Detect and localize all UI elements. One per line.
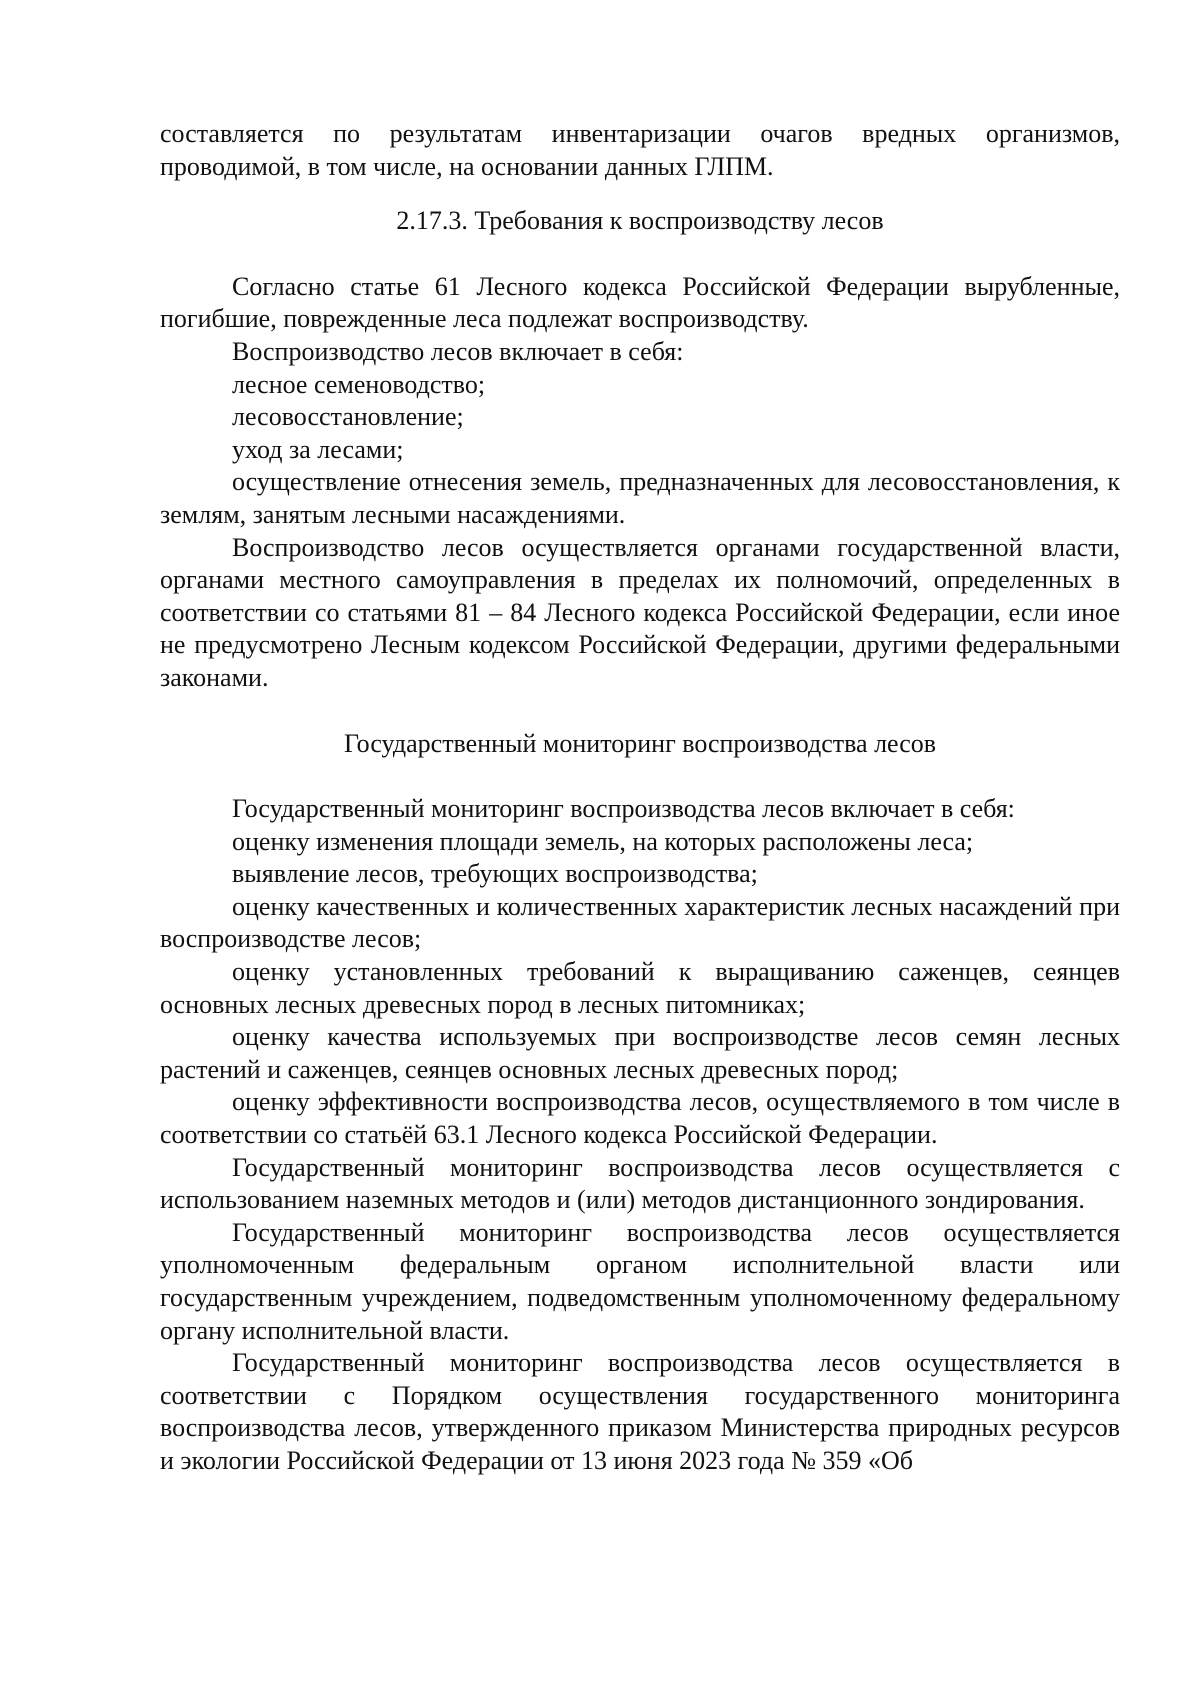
paragraph-includes: Воспроизводство лесов включает в себя: xyxy=(232,336,684,366)
paragraph-procedure: Государственный мониторинг воспроизводства лесов осуществляется в соответствии с Порядком осуществления государственного мониторинга воспроизводства лесов, утвержденного приказом Министерства природных ресурсов и экологии Российской Федерации от 13 июня 2023 года № 359 «Об xyxy=(160,1348,1120,1475)
section-heading-2-17-3: 2.17.3. Требования к воспроизводству лесов xyxy=(396,206,884,236)
list-item-forest-care: уход за лесами; xyxy=(232,434,404,464)
list-item-area-change: оценку изменения площади земель, на которых расположены леса; xyxy=(232,826,974,856)
section-heading-monitoring: Государственный мониторинг воспроизводства лесов xyxy=(343,728,937,758)
list-item-seed-quality: оценку качества используемых при воспроизводстве лесов семян лесных растений и саженцев, сеянцев основных лесных древесных пород; xyxy=(160,1022,1120,1084)
paragraph-executor: Государственный мониторинг воспроизводства лесов осуществляется уполномоченным федеральным органом исполнительной власти или государственным учреждением, подведомственным уполномоченному федеральному органу исполнительной власти. xyxy=(160,1217,1120,1345)
list-item-reforestation: лесовосстановление; xyxy=(232,402,464,432)
list-item-land-assignment: осуществление отнесения земель, предназначенных для лесовосстановления, к землям, занятым лесными насаждениями. xyxy=(160,467,1120,529)
paragraph-authorities: Воспроизводство лесов осуществляется органами государственной власти, органами местного самоуправления в пределах их полномочий, определенных в соответствии со статьями 81 – 84 Лесного кодекса Российской Федерации, если иное не предусмотрено Лесным кодексом Российской Федерации, другими федеральными законами. xyxy=(160,532,1120,692)
list-item-nursery-requirements: оценку установленных требований к выращиванию саженцев, сеянцев основных лесных древесных пород в лесных питомниках; xyxy=(160,957,1120,1019)
paragraph-monitoring-includes: Государственный мониторинг воспроизводства лесов включает в себя: xyxy=(232,794,1015,824)
document-page xyxy=(160,118,1120,1478)
list-item-characteristics: оценку качественных и количественных характеристик лесных насаждений при воспроизводстве лесов; xyxy=(160,891,1120,954)
paragraph-continuation: составляется по результатам инвентаризации очагов вредных организмов, проводимой, в том числе, на основании данных ГЛПМ. xyxy=(160,119,1120,181)
paragraph-article-61: Согласно статье 61 Лесного кодекса Российской Федерации вырубленные, погибшие, поврежденные леса подлежат воспроизводству. xyxy=(160,271,1120,334)
list-item-efficiency: оценку эффективности воспроизводства лесов, осуществляемого в том числе в соответствии со статьёй 63.1 Лесного кодекса Российской Федерации. xyxy=(160,1087,1120,1150)
list-item-seed-production: лесное семеноводство; xyxy=(232,369,486,399)
list-item-identification: выявление лесов, требующих воспроизводства; xyxy=(232,859,758,889)
paragraph-methods: Государственный мониторинг воспроизводства лесов осуществляется с использованием наземных методов и (или) методов дистанционного зондирования. xyxy=(160,1152,1120,1215)
